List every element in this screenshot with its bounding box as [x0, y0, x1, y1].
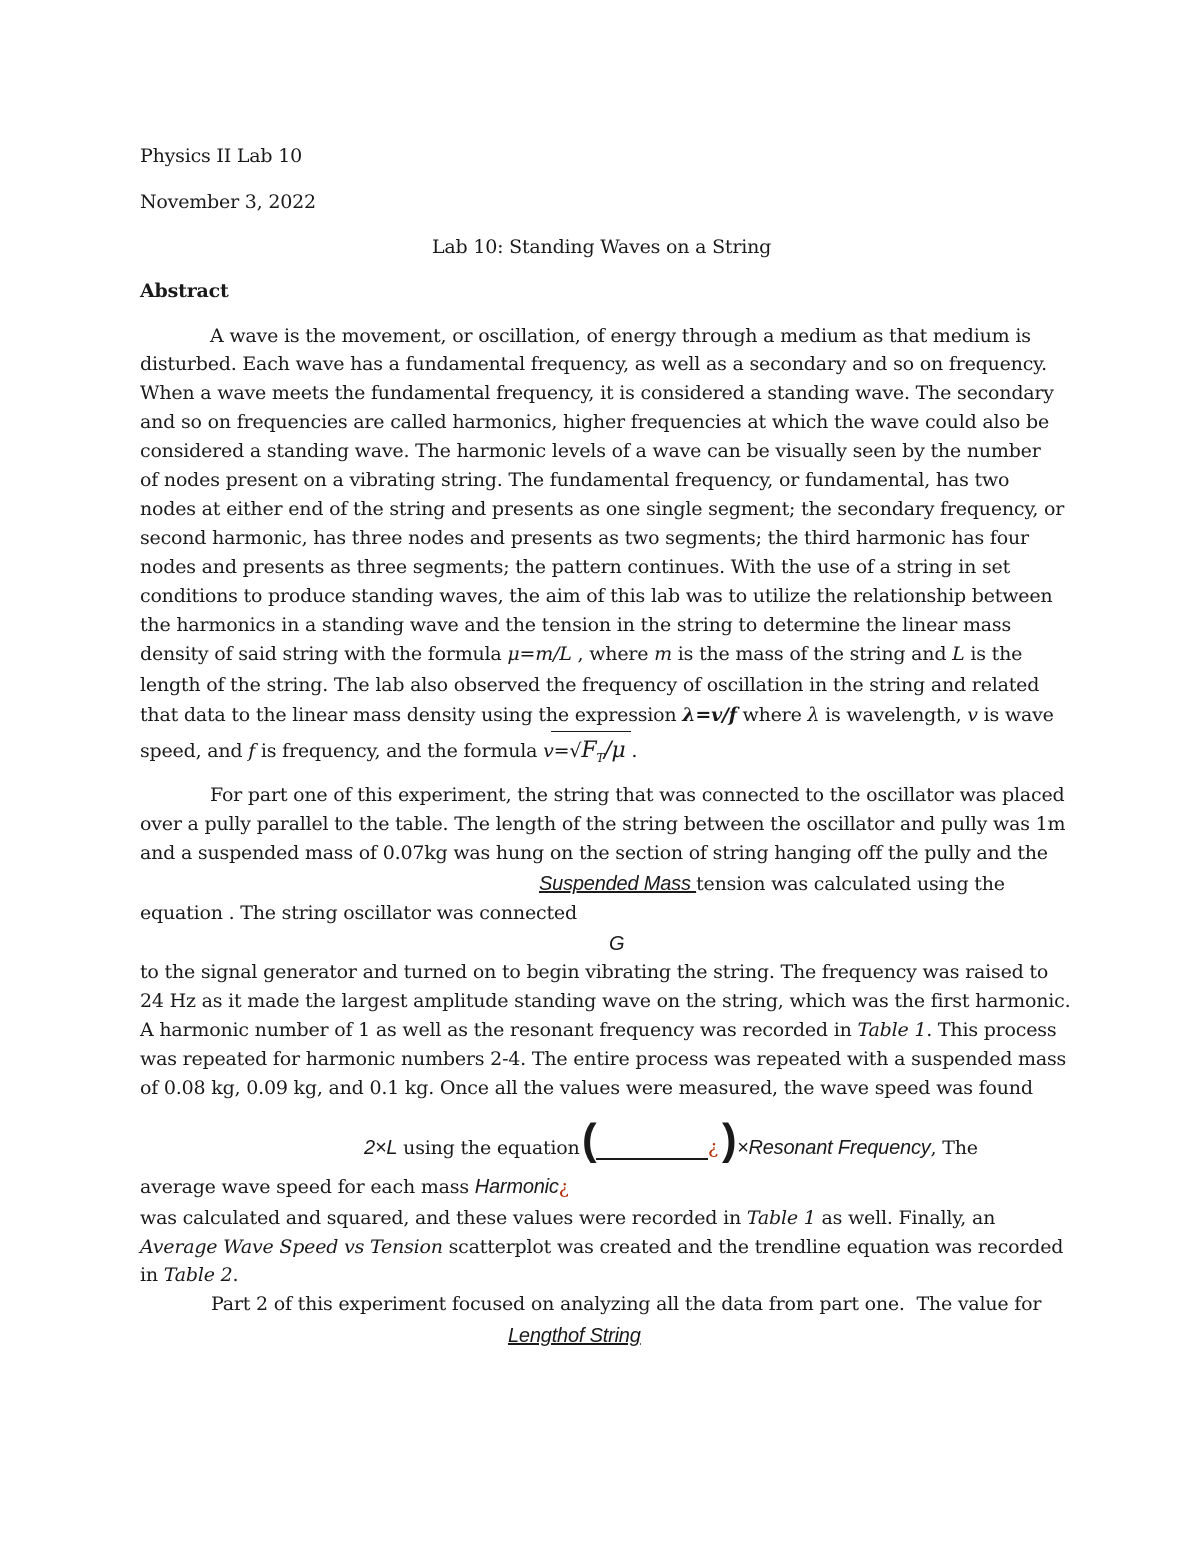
text-span: tension was calculated using the — [696, 873, 1005, 895]
wavelength-formula: λ=v/f — [682, 704, 737, 726]
abstract-line-5: considered a standing wave. The harmonic levels of a wave can be visually seen by the number — [140, 440, 1041, 462]
text-span: scatterplot was created and the trendline equation was recorded — [442, 1236, 1064, 1258]
resonant-frequency: ×Resonant Frequency — [737, 1137, 931, 1159]
wave-speed-eq-line — [364, 1138, 585, 1158]
inverted-question-mark: ¿ — [558, 1176, 569, 1198]
frequency-symbol: f — [248, 740, 256, 762]
text-span: using the equation — [397, 1137, 586, 1159]
lambda-symbol: λ — [807, 704, 820, 726]
tension-subscript: T — [596, 750, 605, 765]
resonant-frequency-text — [737, 1138, 978, 1158]
abstract-line-1: A wave is the movement, or oscillation, of energy through a medium as that medium is — [210, 325, 1031, 347]
part-one-line-3: and a suspended mass of 0.07kg was hung on the section of string hanging off the pully and the — [140, 842, 1048, 864]
table-ref: Table 1 — [746, 1207, 816, 1229]
date-label: November 3, 2022 — [140, 191, 316, 213]
text-span: is wave — [977, 704, 1054, 726]
text-span: density of said string with the formula — [140, 643, 508, 665]
abstract-line-4: and so on frequencies are called harmonics, higher frequencies at which the wave could also be — [140, 411, 1050, 433]
abstract-line-8: second harmonic, has three nodes and presents as two segments; the third harmonic has four — [140, 527, 1029, 549]
part-one-line-6 — [140, 1021, 1056, 1040]
velocity-symbol: v — [967, 704, 978, 726]
text-span: as well. Finally, an — [815, 1207, 996, 1229]
table-ref: Table 2 — [163, 1264, 233, 1286]
open-paren: ( — [582, 1115, 597, 1164]
text-span: , The — [930, 1137, 978, 1159]
part-two-line: Part 2 of this experiment focused on analyzing all the data from part one. The value for — [211, 1293, 1042, 1315]
close-paren: ) — [722, 1115, 737, 1164]
abstract-line-15 — [140, 740, 637, 764]
fraction-bar — [596, 1158, 708, 1160]
text-span: average wave speed for each mass — [140, 1176, 475, 1198]
tension-symbol: F — [581, 738, 597, 763]
abstract-line-6: of nodes present on a vibrating string. The fundamental frequency, or fundamental, has two — [140, 469, 1010, 491]
length-of-string-numerator: Lengthof String — [508, 1325, 641, 1347]
text-span: is frequency, and the formula — [255, 740, 544, 762]
text-span: , where — [571, 643, 655, 665]
text-span: that data to the linear mass density using the expression — [140, 704, 683, 726]
suspended-mass-line — [539, 874, 1005, 894]
abstract-line-14 — [140, 706, 1054, 725]
abstract-line-3: When a wave meets the fundamental frequency, it is considered a standing wave. The secondary — [140, 382, 1054, 404]
sqrt-bar — [551, 731, 631, 732]
length-symbol: L — [952, 643, 965, 665]
part-one-line-8: of 0.08 kg, 0.09 kg, and 0.1 kg. Once all the values were measured, the wave speed was found — [140, 1077, 1033, 1099]
part-one-line-9 — [140, 1209, 995, 1228]
abstract-line-11: the harmonics in a standing wave and the tension in the string to determine the linear mass — [140, 614, 1012, 636]
text-span: is wavelength, — [819, 704, 968, 726]
text-span: in — [140, 1264, 164, 1286]
part-one-line-2: over a pully parallel to the table. The length of the string between the oscillator and pully was 1m — [140, 813, 1066, 835]
abstract-heading: Abstract — [140, 280, 229, 302]
scatterplot-title-ref: Average Wave Speed vs Tension — [140, 1236, 443, 1258]
text-span: where — [736, 704, 808, 726]
part-one-line-11 — [140, 1266, 238, 1285]
abstract-line-12 — [140, 645, 1022, 664]
mass-symbol: m — [654, 643, 672, 665]
two-l-numerator: 2×L — [364, 1137, 398, 1159]
text-span: is the — [964, 643, 1023, 665]
part-one-line-1: For part one of this experiment, the string that was connected to the oscillator was placed — [210, 784, 1065, 806]
text-span: speed, and — [140, 740, 249, 762]
text-span: . This process — [926, 1019, 1057, 1041]
text-span: A harmonic number of 1 as well as the resonant frequency was recorded in — [140, 1019, 858, 1041]
abstract-line-7: nodes at either end of the string and presents as one single segment; the secondary frequency, or — [140, 498, 1065, 520]
mu-symbol: /μ — [604, 738, 626, 763]
gravity-denominator: G — [609, 933, 625, 955]
inverted-question-mark: ¿ — [708, 1136, 718, 1158]
velocity-eq: v= — [543, 740, 570, 762]
abstract-line-10: conditions to produce standing waves, the aim of this lab was to utilize the relationship between — [140, 585, 1053, 607]
text-span: was calculated and squared, and these values were recorded in — [140, 1207, 747, 1229]
course-label: Physics II Lab 10 — [140, 145, 302, 167]
harmonic-denominator: Harmonic — [474, 1176, 559, 1198]
suspended-mass-fraction-numerator: Suspended Mass — [539, 873, 697, 895]
abstract-line-13: length of the string. The lab also observed the frequency of oscillation in the string and related — [140, 674, 1040, 696]
part-one-line-5: 24 Hz as it made the largest amplitude standing wave on the string, which was the first harmonic. — [140, 990, 1071, 1012]
text-span: . — [232, 1264, 239, 1286]
average-wave-speed-line — [140, 1177, 569, 1197]
part-one-line-10 — [140, 1238, 1063, 1257]
document-title: Lab 10: Standing Waves on a String — [432, 236, 772, 258]
table-ref: Table 1 — [857, 1019, 927, 1041]
equation-line: equation . The string oscillator was connected — [140, 902, 577, 924]
part-one-line-7: was repeated for harmonic numbers 2-4. The entire process was repeated with a suspended mass — [140, 1048, 1067, 1070]
text-span: . — [625, 740, 638, 762]
abstract-line-9: nodes and presents as three segments; the pattern continues. With the use of a string in set — [140, 556, 1011, 578]
abstract-line-2: disturbed. Each wave has a fundamental frequency, as well as a secondary and so on frequency. — [140, 353, 1047, 375]
text-span: is the mass of the string and — [671, 643, 953, 665]
linear-density-formula: μ=m/L — [507, 643, 572, 665]
sqrt-symbol: √ — [569, 740, 582, 762]
part-one-line-4: to the signal generator and turned on to begin vibrating the string. The frequency was raised to — [140, 961, 1049, 983]
